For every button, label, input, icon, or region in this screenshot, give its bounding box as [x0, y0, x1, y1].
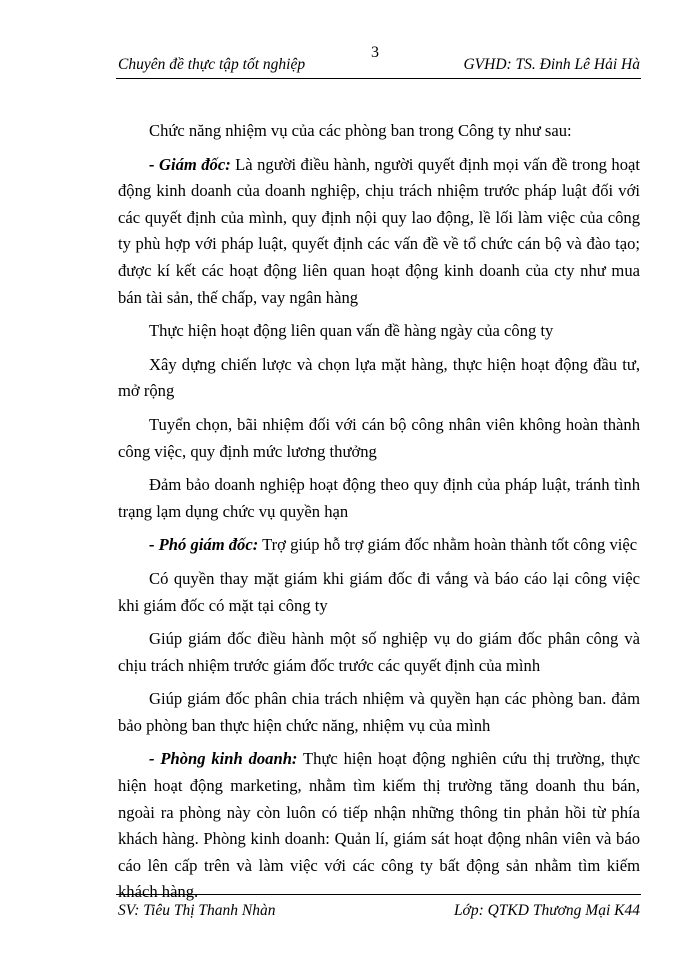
- phong-kinh-doanh-label: - Phòng kinh doanh:: [149, 749, 298, 769]
- header-supervisor: GVHD: TS. Đinh Lê Hải Hà: [463, 56, 640, 73]
- giam-doc-duty-2: Xây dựng chiến lược và chọn lựa mặt hàng, thực hiện hoạt động đầu tư, mở rộng: [118, 354, 640, 401]
- phong-kinh-doanh-text: Thực hiện hoạt động nghiên cứu thị trường, thực hiện hoạt động marketing, nhằm tìm kiếm thị trường tăng doanh thu bán, ngoài ra phòng này còn luôn có tiếp nhận những thông tin phản hồi từ phía khách hàng. Phòng kinh doanh: Quản lí, giám sát hoạt động nhân viên và báo cáo lên cấp trên và làm việc với các công ty bất động sản nhằm tìm kiếm khách hàng.: [118, 749, 640, 902]
- page-footer: [118, 902, 640, 924]
- giam-doc-duty-4: Đảm bảo doanh nghiệp hoạt động theo quy định của pháp luật, tránh tình trạng lạm dụng chức vụ quyền hạn: [118, 475, 640, 521]
- intro-paragraph: Chức năng nhiệm vụ của các phòng ban trong Công ty như sau:: [149, 121, 572, 140]
- giam-doc-label: - Giám đốc:: [149, 154, 231, 174]
- footer-class: Lớp: QTKD Thương Mại K44: [453, 902, 640, 919]
- header-divider: [116, 78, 641, 79]
- footer-divider: [116, 894, 641, 895]
- document-body: [118, 118, 640, 913]
- pho-giam-doc-duty-2: Giúp giám đốc điều hành một số nghiệp vụ do giám đốc phân công và chịu trách nhiệm trước giám đốc trước các quyết định của mình: [118, 629, 640, 675]
- giam-doc-duty-1: Thực hiện hoạt động liên quan vấn đề hàng ngày của công ty: [149, 321, 554, 341]
- giam-doc-duty-3: Tuyển chọn, bãi nhiệm đối với cán bộ công nhân viên không hoàn thành công việc, quy định mức lương thưởng: [118, 414, 640, 461]
- giam-doc-text: Là người điều hành, người quyết định mọi vấn đề trong hoạt động kinh doanh của doanh nghiệp, chịu trách nhiệm trước pháp luật đối với các quyết định của mình, quy định nội quy lao động, lề lối làm việc của công ty phù hợp với pháp luật, quyết định các vấn đề về tổ chức cán bộ và đào tạo; được kí kết các hoạt động liên quan hoạt động kinh doanh của cty như mua bán tài sản, thế chấp, vay ngân hàng: [118, 154, 640, 307]
- header-document-title: Chuyên đề thực tập tốt nghiệp: [118, 56, 306, 73]
- phong-kinh-doanh-paragraph: [118, 746, 640, 906]
- pho-giam-doc-label: - Phó giám đốc:: [149, 535, 259, 555]
- pho-giam-doc-text: Trợ giúp hỗ trợ giám đốc nhằm hoàn thành tốt công việc: [258, 535, 638, 555]
- pho-giam-doc-duty-1: Có quyền thay mặt giám khi giám đốc đi vắng và báo cáo lại công việc khi giám đốc có mặt tại công ty: [118, 568, 640, 615]
- page-header: [118, 56, 640, 78]
- pho-giam-doc-paragraph: [118, 532, 640, 559]
- giam-doc-paragraph: [118, 152, 640, 312]
- page-number: 3: [371, 44, 379, 61]
- pho-giam-doc-duty-3: Giúp giám đốc phân chia trách nhiệm và quyền hạn các phòng ban. đảm bảo phòng ban thực hiện chức năng, nhiệm vụ của mình: [118, 689, 640, 735]
- footer-student-name: SV: Tiêu Thị Thanh Nhàn: [118, 902, 276, 919]
